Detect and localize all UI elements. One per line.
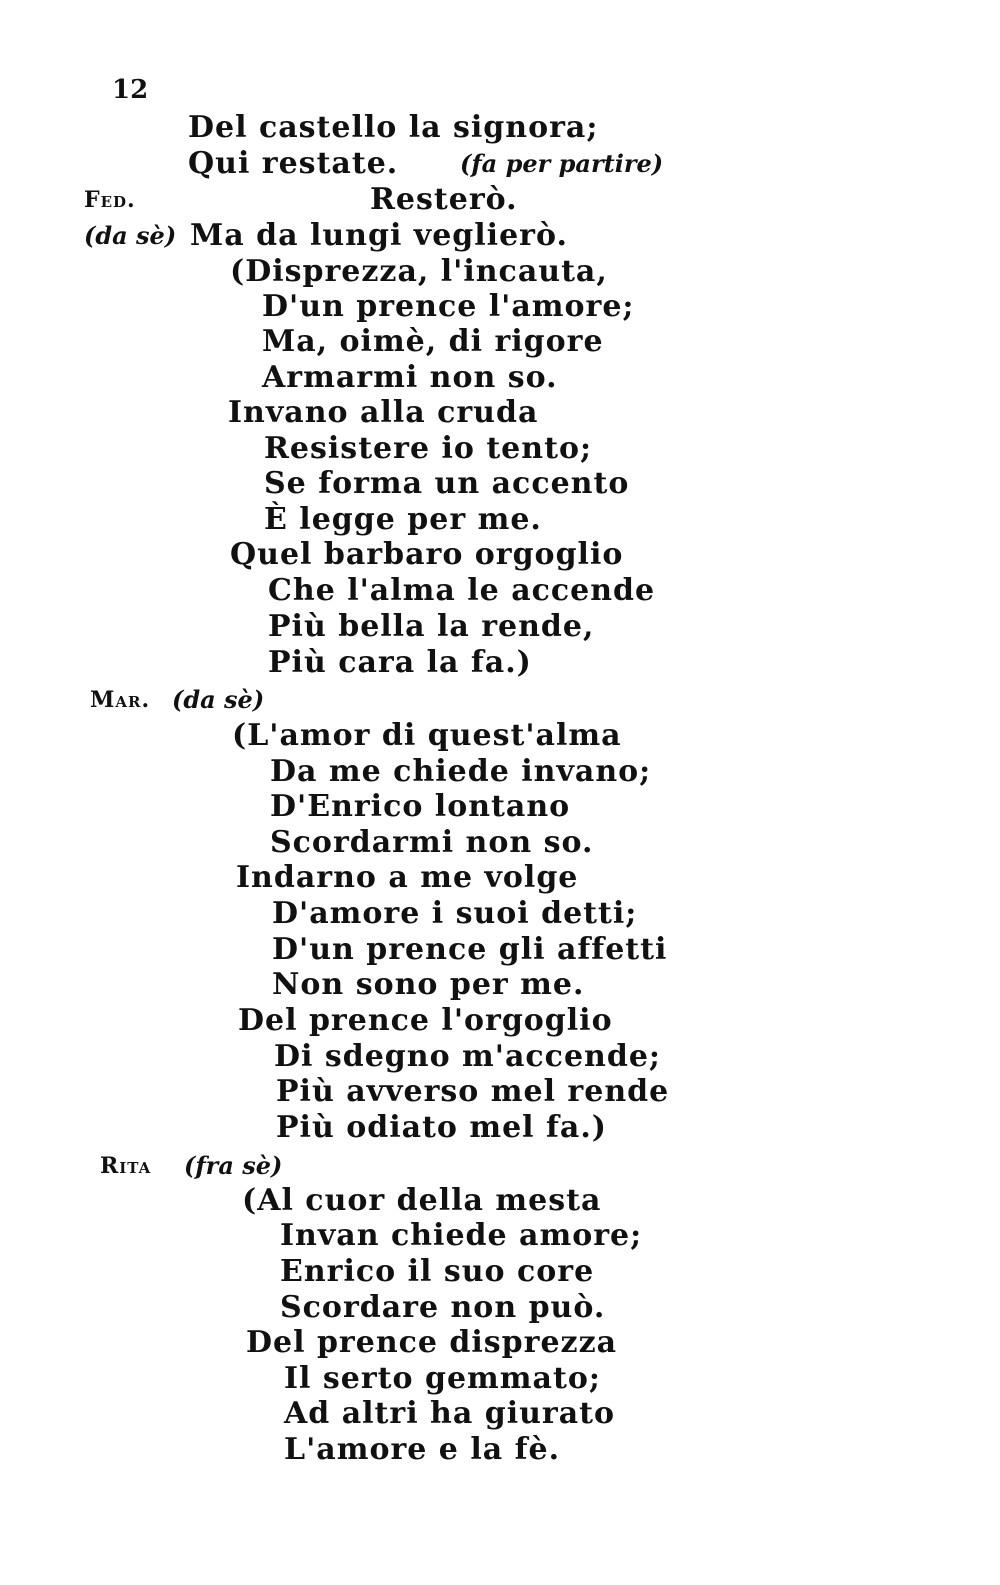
verse-line: D'un prence gli affetti (272, 932, 668, 967)
speaker-label: Mar. (90, 687, 151, 713)
verse-line: Quel barbaro orgoglio (230, 537, 624, 572)
verse-line: Più avverso mel rende (276, 1074, 670, 1109)
verse-line: Ad altri ha giurato (284, 1396, 616, 1431)
speaker-label: Rita (100, 1153, 152, 1179)
verse-line: Ma, oimè, di rigore (262, 324, 604, 359)
verse-line: Più cara la fa.) (268, 645, 532, 680)
verse-line: (L'amor di quest'alma (232, 718, 622, 753)
speaker-label: Fed. (84, 187, 136, 213)
verse-line: D'Enrico lontano (270, 789, 571, 824)
verse-line: Indarno a me volge (236, 860, 579, 895)
page-number: 12 (112, 75, 149, 105)
verse-line: Se forma un accento (264, 466, 630, 501)
verse-line: Scordarmi non so. (270, 825, 594, 860)
verse-line: È legge per me. (264, 502, 542, 537)
stage-direction: (fra sè) (184, 1151, 283, 1180)
verse-line: Del prence l'orgoglio (238, 1003, 613, 1038)
verse-line: Scordare non può. (280, 1290, 606, 1325)
stage-direction: (da sè) (172, 685, 265, 714)
verse-line: Più bella la rende, (268, 609, 595, 644)
verse-line: Invan chiede amore; (280, 1218, 643, 1253)
verse-line: Di sdegno m'accende; (274, 1039, 661, 1074)
verse-line: (Disprezza, l'incauta, (230, 254, 608, 289)
verse-line: Più odiato mel fa.) (276, 1110, 607, 1145)
stage-direction: (da sè) (84, 221, 177, 250)
verse-line: Resterò. (370, 182, 518, 217)
verse-line: Resistere io tento; (264, 431, 593, 466)
verse-line: Armarmi non so. (262, 360, 558, 395)
verse-line: Del prence disprezza (246, 1325, 618, 1360)
verse-line: (Al cuor della mesta (242, 1183, 602, 1218)
verse-line: Che l'alma le accende (268, 573, 656, 608)
verse-line: Invano alla cruda (228, 395, 539, 430)
verse-line: D'amore i suoi detti; (272, 896, 638, 931)
verse-line: Il serto gemmato; (284, 1361, 601, 1396)
verse-line: Qui restate. (188, 146, 399, 181)
verse-line: Non sono per me. (272, 967, 585, 1002)
verse-line: Da me chiede invano; (270, 754, 652, 789)
verse-line: D'un prence l'amore; (262, 289, 635, 324)
verse-line: Enrico il suo core (280, 1254, 595, 1289)
verse-line: L'amore e la fè. (284, 1432, 561, 1467)
stage-direction: (fa per partire) (460, 149, 664, 178)
verse-line: Del castello la signora; (188, 110, 599, 145)
verse-line: Ma da lungi veglierò. (190, 218, 568, 253)
